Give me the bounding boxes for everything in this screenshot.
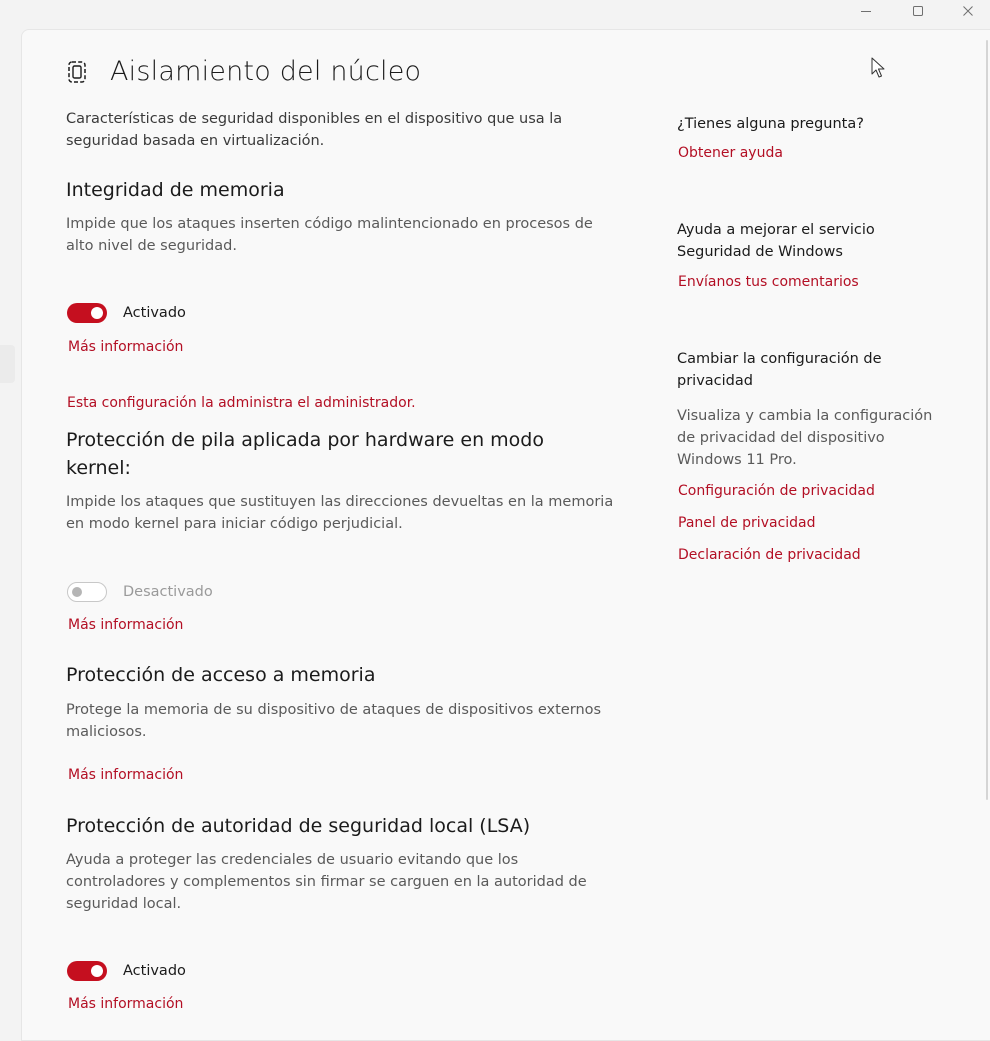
help-question-heading: ¿Tienes alguna pregunta?: [677, 116, 864, 132]
page-title: Aislamiento del núcleo: [110, 56, 422, 87]
memory-integrity-toggle[interactable]: [67, 303, 107, 323]
kernel-stack-toggle-row: [67, 582, 213, 602]
memory-access-protection-title: Protección de acceso a memoria: [66, 664, 376, 686]
toggle-knob: [72, 587, 82, 597]
kernel-stack-toggle-label: Desactivado: [123, 584, 213, 600]
core-isolation-chip-icon: [66, 57, 88, 87]
lsa-toggle-row: [67, 961, 186, 981]
minimize-button[interactable]: [842, 0, 890, 22]
privacy-dashboard-link[interactable]: Panel de privacidad: [678, 515, 816, 531]
memory-access-protection-description: Protege la memoria de su dispositivo de ataques de dispositivos externos maliciosos.: [66, 702, 602, 740]
memory-integrity-toggle-row: [67, 303, 186, 323]
mouse-cursor-icon: [871, 57, 887, 79]
memory-integrity-toggle-label: Activado: [123, 305, 186, 321]
toggle-knob: [91, 965, 103, 977]
lsa-toggle-label: Activado: [123, 963, 186, 979]
toggle-knob: [91, 307, 103, 319]
lsa-toggle[interactable]: [67, 961, 107, 981]
minimize-icon: [860, 5, 872, 17]
admin-managed-notice: Esta configuración la administra el administrador.: [67, 395, 416, 411]
feedback-heading: Ayuda a mejorar el servicio Seguridad de Windows: [677, 222, 875, 260]
lsa-protection-title: Protección de autoridad de seguridad local (LSA): [66, 815, 531, 837]
lsa-protection-description: Ayuda a proteger las credenciales de usuario evitando que los controladores y complementos sin firmar se carguen en la autoridad de seguridad local.: [66, 852, 587, 912]
memory-access-more-info-link[interactable]: Más información: [68, 767, 184, 783]
page-header: [66, 56, 421, 87]
kernel-stack-protection-title: Protección de pila aplicada por hardware en modo kernel:: [66, 429, 544, 479]
close-button[interactable]: [944, 0, 990, 22]
privacy-settings-heading: Cambiar la configuración de privacidad: [677, 351, 882, 389]
memory-integrity-more-info-link[interactable]: Más información: [68, 339, 184, 355]
kernel-stack-toggle[interactable]: [67, 582, 107, 602]
privacy-settings-link[interactable]: Configuración de privacidad: [678, 483, 875, 499]
maximize-button[interactable]: [894, 0, 942, 22]
kernel-stack-more-info-link[interactable]: Más información: [68, 617, 184, 633]
send-feedback-link[interactable]: Envíanos tus comentarios: [678, 274, 859, 290]
privacy-statement-link[interactable]: Declaración de privacidad: [678, 547, 861, 563]
lsa-more-info-link[interactable]: Más información: [68, 996, 184, 1012]
privacy-settings-description: Visualiza y cambia la configuración de privacidad del dispositivo Windows 11 Pro.: [677, 408, 933, 468]
get-help-link[interactable]: Obtener ayuda: [678, 145, 783, 161]
page-intro: Características de seguridad disponibles en el dispositivo que usa la seguridad basada en virtualización.: [66, 111, 563, 149]
memory-integrity-description: Impide que los ataques inserten código malintencionado en procesos de alto nivel de seguridad.: [66, 216, 593, 254]
kernel-stack-protection-description: Impide los ataques que sustituyen las direcciones devueltas en la memoria en modo kernel para iniciar código perjudicial.: [66, 494, 614, 532]
nav-collapsed-item[interactable]: [0, 345, 15, 383]
close-icon: [962, 5, 974, 17]
scrollbar[interactable]: [986, 40, 988, 800]
maximize-icon: [912, 5, 924, 17]
memory-integrity-title: Integridad de memoria: [66, 179, 285, 201]
